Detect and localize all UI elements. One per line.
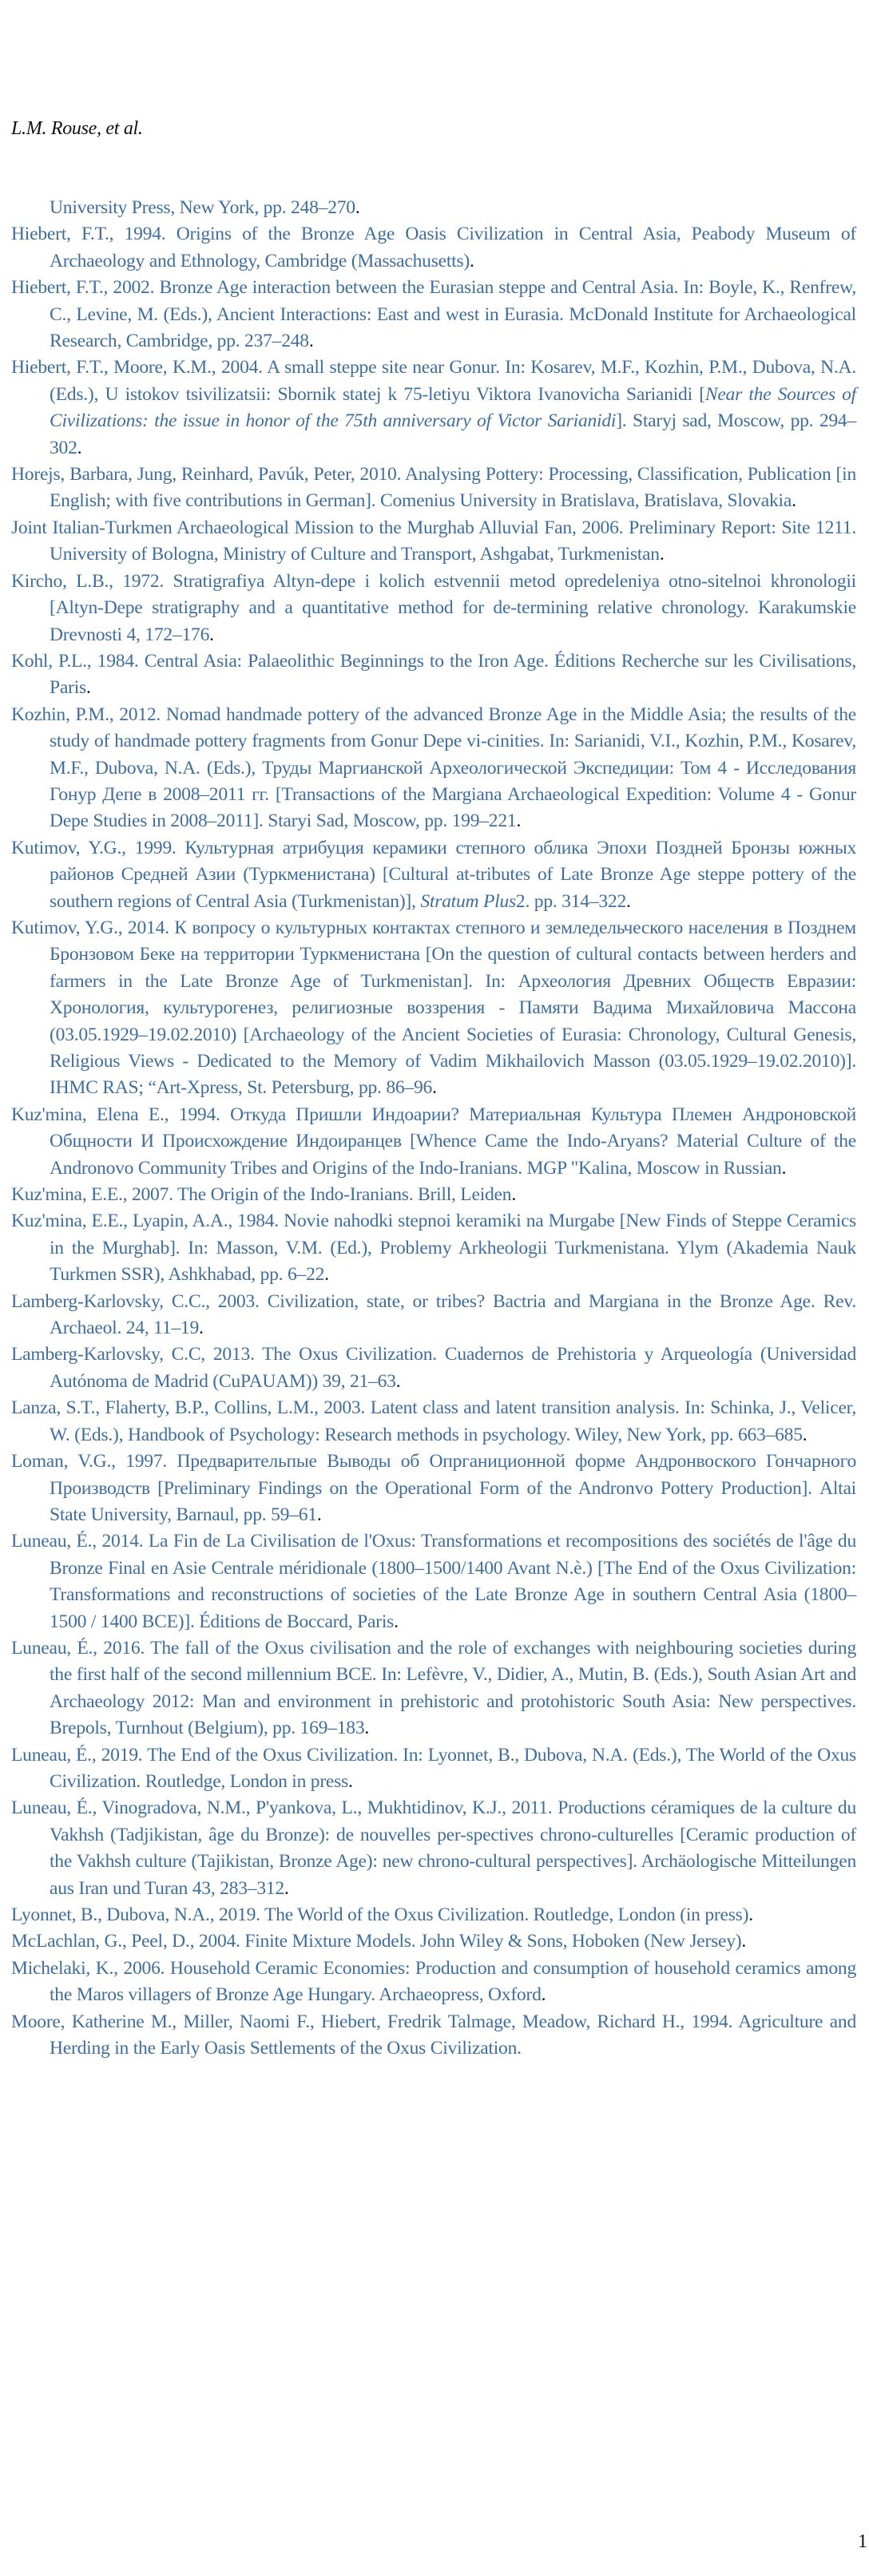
reference-entry[interactable] [11,569,856,648]
reference-period: . [209,624,214,645]
reference-text: Kutimov, Y.G., 2014. К вопросу о культурных контактах степного и земледельческого населения в Позднем Бронзовом Беке на территории Туркменистана [On the question of cultural contacts between herders and farmers in the Late Bronze Age of Turkmenistan]. In: Археология Древних Обществ Евразии: Хронология, культурогенез, религиозные воззрения - Памяти Вадима Михайловича Массона (03.05.1929–19.02.2010) [Archaeology of the Ancient Societies of Eurasia: Chronology, Cultural Genesis, Religious Views - Dedicated to the Memory of Vadim Mikhailovich Masson (03.05.1929–19.02.2010)]. IHMC RAS; “Art-Xpress, St. Petersburg, pp. 86–96 [11,917,856,1099]
reference-period: . [802,1424,807,1445]
reference-text: Loman, V.G., 1997. Предварительпые Выводы об Опрганиционной форме Андронвоского Гончарного Производств [Preliminary Findings on the Operational Form of the Andronvo Pottery Production]. Altai State University, Barnaul, pp. 59–61 [11,1451,856,1525]
reference-period: . [792,490,796,512]
reference-period: . [284,1877,289,1899]
reference-entry[interactable] [11,1395,856,1449]
reference-entry[interactable] [11,1289,856,1342]
reference-period: . [781,1157,787,1179]
reference-text: Moore, Katherine M., Miller, Naomi F., Hiebert, Fredrik Talmage, Meadow, Richard H., 1994. Agriculture and Herding in the Early Oasis Settlements of the Oxus Civilization. [11,2011,856,2059]
reference-list [11,195,856,2062]
reference-period: . [364,1718,370,1739]
reference-text: Luneau, É., 2016. The fall of the Oxus civilisation and the role of exchanges with neighbouring societies during the first half of the second millennium BCE. In: Lefèvre, V., Didier, A., Mutin, B. (Eds.), South Asian Art and Archaeology 2012: Man and environment in prehistoric and protohistoric South Asia: New perspectives. Brepols, Turnhout (Belgium), pp. 169–183 [11,1637,856,1739]
reference-title-italic: Near the Sources of Civilizations: the issue in honor of the 75th anniversary of Victor Sarianidi [50,383,856,432]
reference-text: Hiebert, F.T., 2002. Bronze Age interaction between the Eurasian steppe and Central Asia. In: Boyle, K., Renfrew, C., Levine, M. (Eds.), Ancient Interactions: East and west in Eurasia. McDonald Institute for Archaeological Research, Cambridge, pp. 237–248 [11,277,856,352]
reference-text: Hiebert, F.T., Moore, K.M., 2004. A small steppe site near Gonur. In: Kosarev, M.F., Kozhin, P.M., Dubova, N.A. (Eds.), U istokov tsivilizatsii: Sbornik statej k 75-letiyu Viktora Ivanovicha Sarianidi [ [11,357,856,405]
reference-period: . [541,1984,546,2006]
reference-entry[interactable] [11,1449,856,1528]
reference-entry[interactable] [11,702,856,835]
reference-text: Horejs, Barbara, Jung, Reinhard, Pavúk, Peter, 2010. Analysing Pottery: Processing, Classification, Publication [in English; with five contributions in German]. Comenius University in Bratislava, Bratislava, Slovakia [11,464,856,512]
reference-entry[interactable] [11,515,856,569]
reference-entry[interactable] [11,915,856,1102]
reference-text: Joint Italian-Turkmen Archaeological Mission to the Murghab Alluvial Fan, 2006. Preliminary Report: Site 1211. University of Bologna, Ministry of Culture and Transport, Ashgabat, Turkmenistan [11,517,856,565]
reference-entry[interactable] [11,1342,856,1395]
reference-period: . [748,1904,753,1925]
reference-entry[interactable] [11,1102,856,1182]
reference-entry[interactable] [11,1742,856,1796]
reference-entry[interactable] [11,1208,856,1288]
reference-text: Kuz'mina, E.E., Lyapin, A.A., 1984. Novie nahodki stepnoi keramiki na Murgabe [New Finds of Steppe Ceramics in the Murghab]. In: Masson, V.M. (Ed.), Problemy Arkheologii Turkmenistana. Ylym (Akademia Nauk Turkmen SSR), Ashkhabad, pp. 6–22 [11,1211,856,1286]
reference-period: . [516,810,522,832]
reference-entry[interactable] [11,275,856,355]
reference-entry[interactable] [11,1902,856,1928]
reference-entry[interactable] [11,648,856,702]
reference-text: Luneau, É., Vinogradova, N.M., P'yankova, L., Mukhtidinov, K.J., 2011. Productions céramiques de la culture du Vakhsh (Tadjikistan, âge du Bronze): de nouvelles per-spectives chrono-culturelles [Ceramic production of the Vakhsh culture (Tajikistan, Bronze Age): new chrono-cultural perspectives]. Archäologische Mitteilungen aus Iran und Turan 43, 283–312 [11,1797,856,1899]
reference-entry[interactable] [11,221,856,275]
reference-entry[interactable] [11,355,856,462]
page-number: 1 [858,2531,867,2552]
running-head: L.M. Rouse, et al. [11,118,143,139]
reference-period: . [348,1770,353,1792]
reference-text: Lamberg-Karlovsky, C.C., 2003. Civilization, state, or tribes? Bactria and Margiana in the Bronze Age. Rev. Archaeol. 24, 11–19 [11,1290,856,1339]
reference-entry[interactable] [11,1795,856,1902]
reference-period: . [395,1370,401,1392]
reference-entry[interactable] [11,1528,856,1635]
reference-title-italic: Stratum Plus [420,890,516,912]
reference-period: . [316,1504,322,1525]
reference-period: . [511,1184,516,1206]
reference-text: University Press, New York, pp. 248–270 [50,197,355,218]
reference-text: Hiebert, F.T., 1994. Origins of the Bronze Age Oasis Civilization in Central Asia, Peabody Museum of Archaeology and Ethnology, Cambridge (Massachusetts) [11,224,856,271]
reference-period: . [470,250,474,271]
reference-text: ]. Staryj sad, Moscow, pp. 294–302 [50,410,857,458]
reference-text: Kuz'mina, Elena E., 1994. Откуда Пришли Индоарии? Материальная Культура Племен Андроновской Общности И Происхождение Индоиранцев [Whence Came the Indo-Aryans? Material Culture of the Andronovo Community Tribes and Origins of the Indo-Iranians. MGP "Kalina, Moscow in Russian [11,1104,856,1179]
reference-text: Luneau, É., 2014. La Fin de La Civilisation de l'Oxus: Transformations et recompositions des sociétés de l'âge du Bronze Final en Asie Centrale méridionale (1800–1500/1400 Avant N.è.) [The End of the Oxus Civilization: Transformations and reconstructions of societies of the Late Bronze Age in southern Central Asia (1800–1500 / 1400 BCE)]. Éditions de Boccard, Paris [11,1531,856,1632]
reference-period: . [85,677,91,699]
reference-period: . [324,1264,329,1286]
reference-entry[interactable] [11,195,856,221]
reference-period: . [355,197,360,218]
reference-text: 2. pp. 314–322 [515,890,626,912]
reference-text: Kuz'mina, E.E., 2007. The Origin of the Indo-Iranians. Brill, Leiden [11,1184,512,1206]
reference-period: . [394,1611,399,1632]
reference-entry[interactable] [11,1928,856,1955]
reference-entry[interactable] [11,462,856,515]
reference-entry[interactable] [11,1635,856,1742]
reference-period: . [77,437,82,458]
reference-period: . [659,544,665,565]
reference-entry[interactable] [11,1956,856,2009]
reference-text: Kutimov, Y.G., 1999. Культурная атрибуция керамики степного облика Эпохи Поздней Бронзы южных районов Средней Азии (Туркменистана) [Cultural at-tributes of Late Bronze Age steppe pottery of the southern regions of Central Asia (Turkmenistan)], [11,837,856,912]
reference-entry[interactable] [11,1182,856,1208]
reference-period: . [199,1318,204,1339]
reference-text: Kohl, P.L., 1984. Central Asia: Palaeolithic Beginnings to the Iron Age. Éditions Recherche sur les Civilisations, Paris [11,650,856,699]
reference-period: . [308,331,314,352]
reference-text: Lanza, S.T., Flaherty, B.P., Collins, L.M., 2003. Latent class and latent transition analysis. In: Schinka, J., Velicer, W. (Eds.), Handbook of Psychology: Research methods in psychology. Wiley, New York, pp. 663–685 [11,1397,856,1445]
reference-text: Lyonnet, B., Dubova, N.A., 2019. The World of the Oxus Civilization. Routledge, London (in press) [11,1904,749,1925]
reference-entry[interactable] [11,835,856,915]
reference-period: . [432,1077,437,1099]
reference-entry[interactable] [11,2009,856,2063]
reference-period: . [625,890,631,912]
reference-text: McLachlan, G., Peel, D., 2004. Finite Mixture Models. John Wiley & Sons, Hoboken (New Jersey) [11,1931,742,1952]
reference-text: Lamberg-Karlovsky, C.C, 2013. The Oxus Civilization. Cuadernos de Prehistoria y Arqueología (Universidad Autónoma de Madrid (CuPAUAM)) 39, 21–63 [11,1344,856,1392]
reference-text: Kozhin, P.M., 2012. Nomad handmade pottery of the advanced Bronze Age in the Middle Asia; the results of the study of handmade pottery fragments from Gonur Depe vi-cinities. In: Sarianidi, V.I., Kozhin, P.M., Kosarev, M.F., Dubova, N.A. (Eds.), Труды Маргианской Археологической Экспедиции: Том 4 - Исследования Гонур Депе в 2008–2011 гг. [Transactions of the Margiana Archaeological Expedition: Volume 4 - Gonur Depe Studies in 2008–2011]. Staryi Sad, Moscow, pp. 199–221 [11,703,856,832]
reference-text: Kircho, L.B., 1972. Stratigrafiya Altyn-depe i kolich estvennii metod opredeleniya otno-sitelnoi khronologii [Altyn-Depe stratigraphy and a quantitative method for de-termining relative chronology. Karakumskie Drevnosti 4, 172–176 [11,570,856,645]
reference-period: . [741,1931,747,1952]
reference-text: Michelaki, K., 2006. Household Ceramic Economies: Production and consumption of household ceramics among the Maros villagers of Bronze Age Hungary. Archaeopress, Oxford [11,1957,856,2006]
reference-text: Luneau, É., 2019. The End of the Oxus Civilization. In: Lyonnet, B., Dubova, N.A. (Eds.), The World of the Oxus Civilization. Routledge, London in press [11,1744,856,1792]
